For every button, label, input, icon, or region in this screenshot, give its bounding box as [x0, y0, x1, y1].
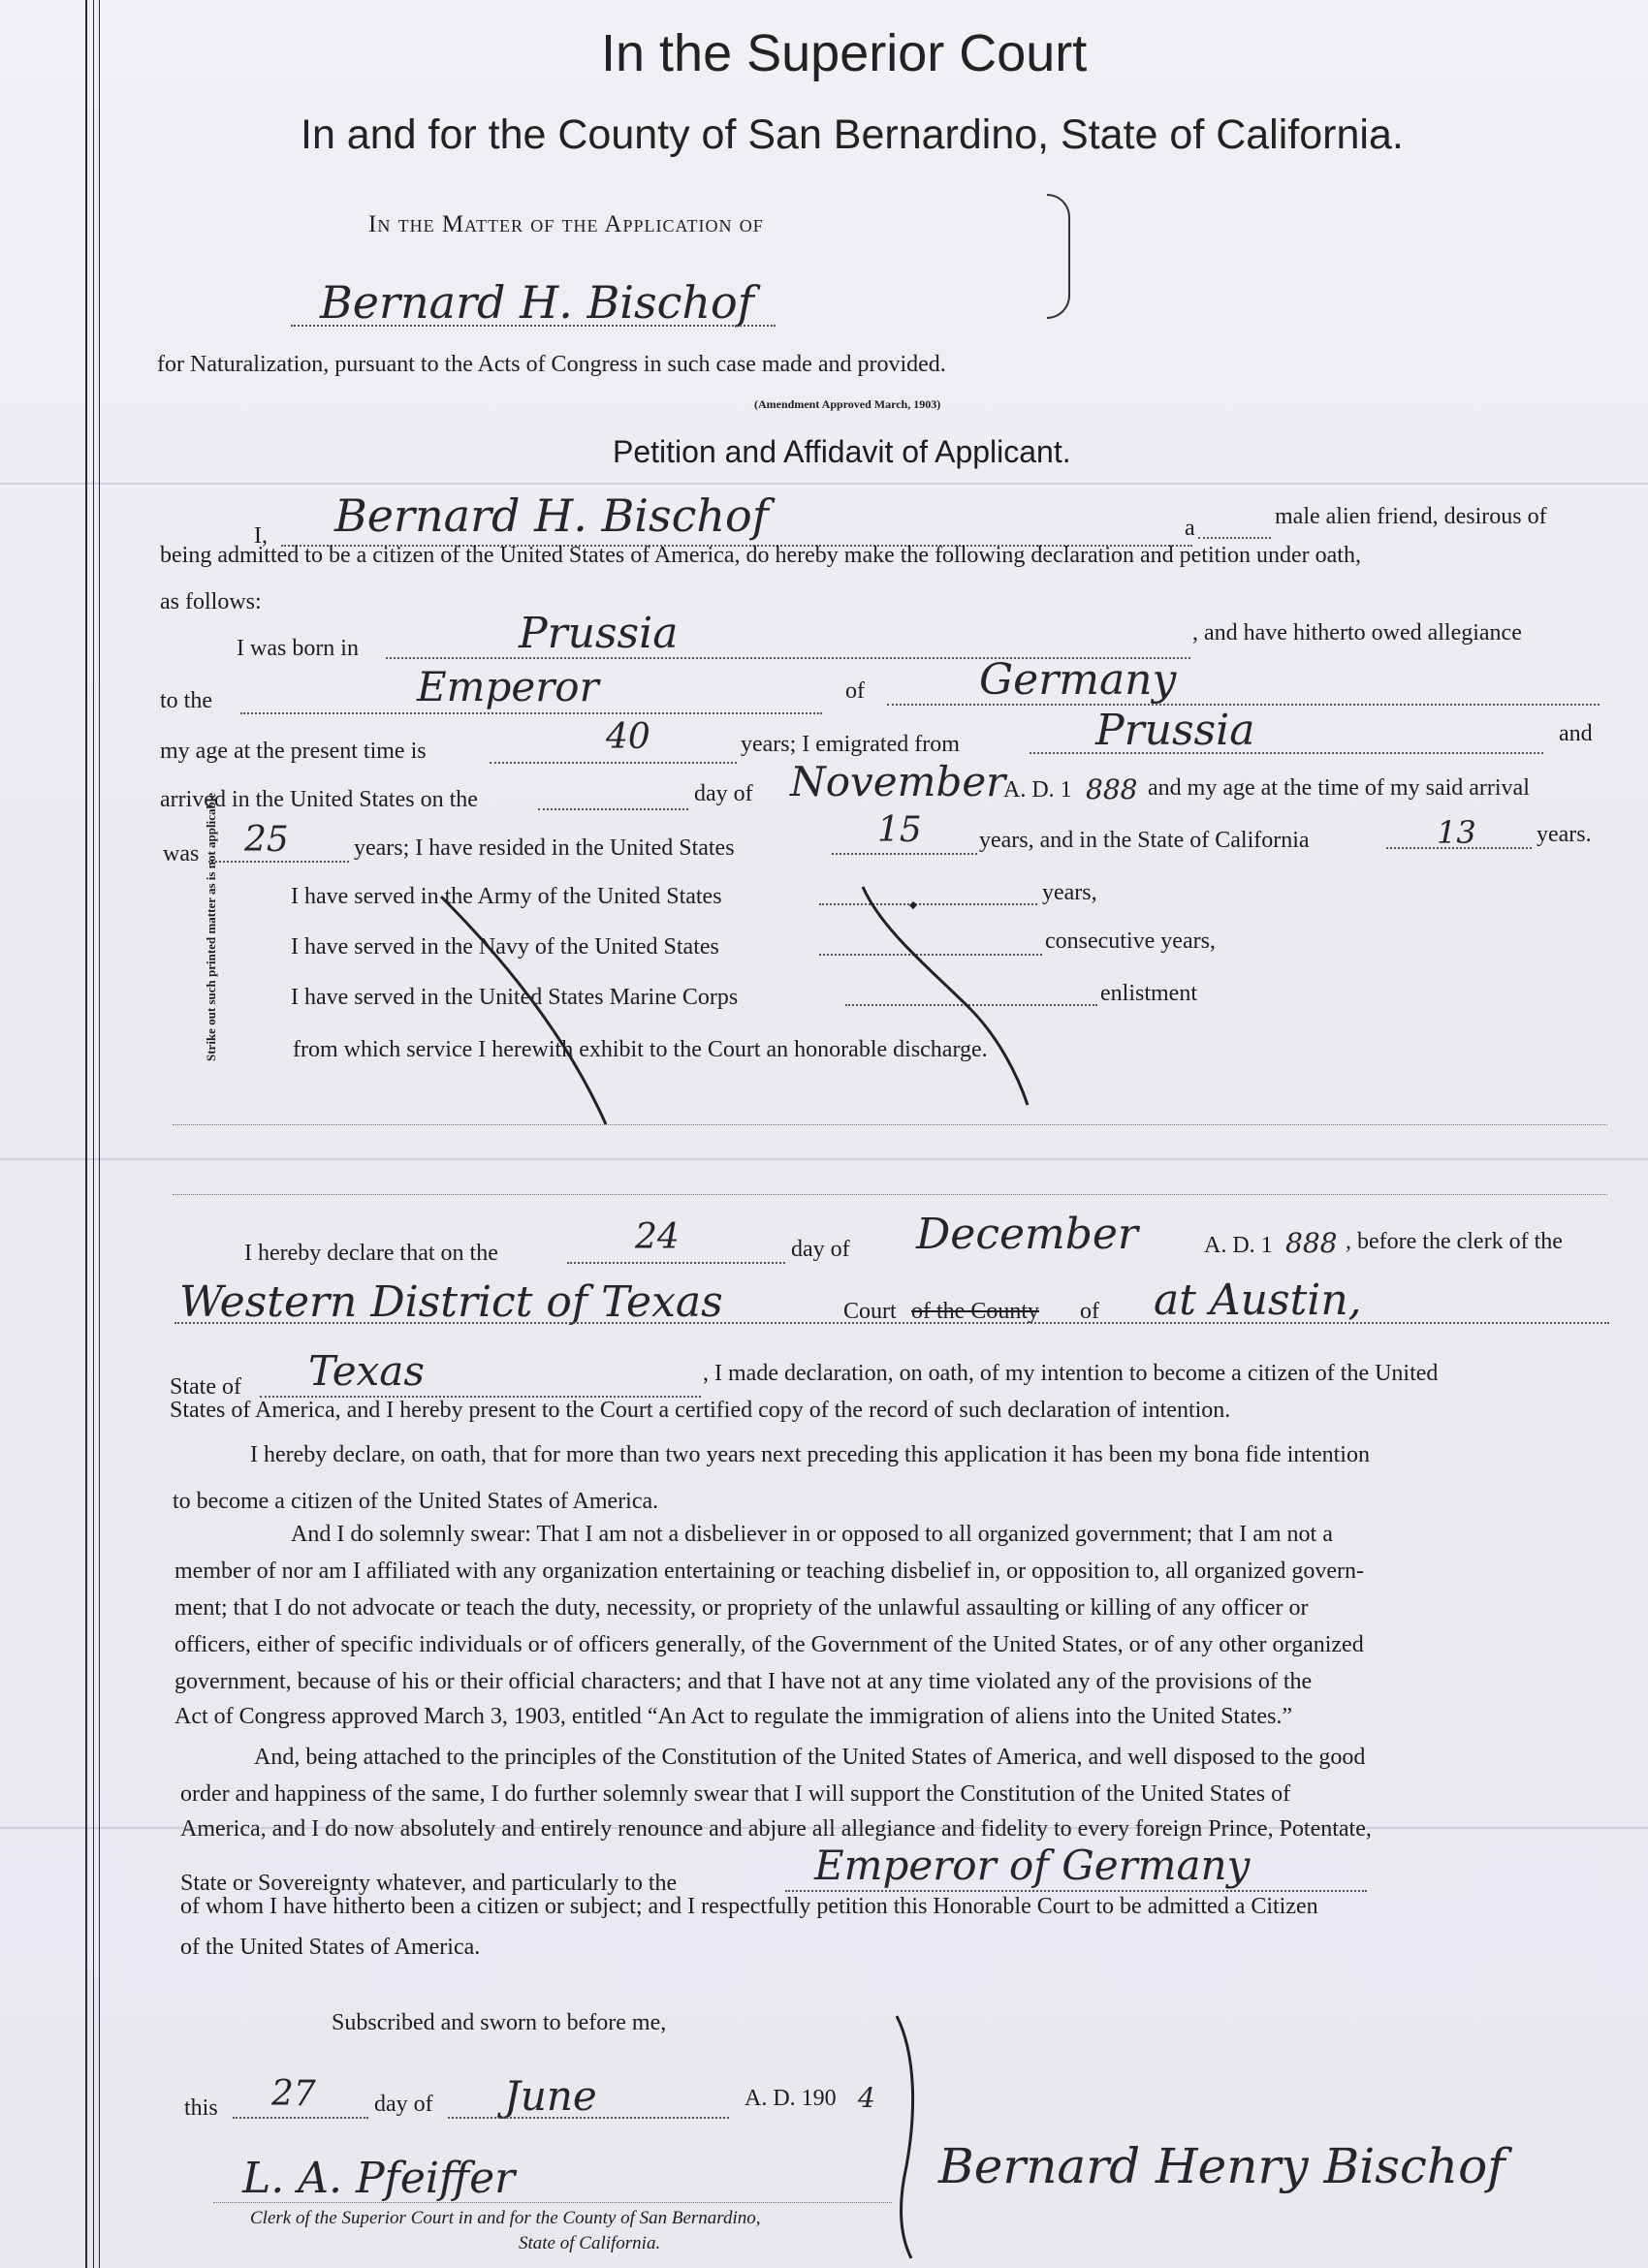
arrival-tail-text: and my age at the time of my said arrival	[1148, 775, 1530, 801]
alien-friend-text: male alien friend, desirous of	[1275, 504, 1547, 529]
day-of-label: day of	[694, 781, 753, 806]
petition-text: as follows:	[160, 589, 262, 614]
jurat-year-handwritten: 4	[858, 2082, 875, 2114]
oath-text: ment; that I do not advocate or teach the duty, necessity, or propriety of the unlawful assaulting or killing of any officer or	[174, 1595, 1309, 1621]
clerk-tail: , before the clerk of the	[1346, 1229, 1563, 1254]
declaration-month-handwritten: December	[916, 1210, 1138, 1259]
renounced-sovereign-handwritten: Emperor of Germany	[814, 1842, 1251, 1889]
ad-label: A. D. 1	[1204, 1233, 1273, 1258]
court-label: Court	[843, 1299, 897, 1324]
court-title: In the Superior Court	[601, 24, 1088, 82]
article-a: a	[1185, 516, 1195, 541]
marines-text: I have served in the United States Marine Corps	[291, 985, 739, 1010]
oath-text: officers, either of specific individuals or of officers generally, of the Government of the United States, or of any other organized	[174, 1632, 1364, 1657]
oath-text: member of nor am I affiliated with any organization entertaining or teaching disbelief in, or opposition to, all organized govern-	[174, 1559, 1364, 1584]
sovereign-title-handwritten: Emperor	[417, 663, 599, 710]
navy-end: consecutive years,	[1045, 929, 1216, 954]
jurat-month-handwritten: June	[504, 2072, 597, 2120]
petition-heading: Petition and Affidavit of Applicant.	[613, 434, 1071, 469]
declaration-year-handwritten: 888	[1285, 1227, 1338, 1259]
this-label: this	[184, 2095, 218, 2121]
oath-text: And I do solemnly swear: That I am not a disbeliever in or opposed to all organized government; that I am not a	[291, 1522, 1333, 1547]
army-text: I have served in the Army of the United States	[291, 884, 722, 909]
to-the-label: to the	[160, 688, 212, 713]
declaration-text: , I made declaration, on oath, of my intention to become a citizen of the United	[703, 1361, 1439, 1386]
arrival-year-handwritten: 888	[1086, 773, 1138, 805]
declaration-text: States of America, and I hereby present to the Court a certified copy of the record of such declaration of intention.	[170, 1398, 1231, 1423]
applicant-name-handwritten: Bernard H. Bischof	[320, 276, 754, 329]
allegiance-oath-text: order and happiness of the same, I do further solemnly swear that I will support the Constitution of the United States of	[180, 1781, 1291, 1807]
discharge-text: from which service I herewith exhibit to the Court an honorable discharge.	[293, 1037, 988, 1062]
i-label: I,	[254, 523, 268, 549]
county-subtitle: In and for the County of San Bernardino, State of California.	[301, 111, 1404, 158]
court-name-handwritten: Western District of Texas	[179, 1277, 723, 1327]
age-handwritten: 40	[606, 717, 650, 757]
and-label: and	[1559, 721, 1593, 746]
allegiance-oath-text: And, being attached to the principles of the Constitution of the United States of America, and well disposed to the good	[254, 1745, 1366, 1770]
clerk-title: State of California.	[519, 2233, 661, 2253]
us-years-handwritten: 15	[877, 810, 922, 850]
years-end: years.	[1537, 822, 1592, 847]
emigrated-label: years; I emigrated from	[741, 732, 960, 757]
intention-text: I hereby declare, on oath, that for more than two years next preceding this application it has been my bona fide intention	[250, 1442, 1370, 1467]
allegiance-oath-text: America, and I do now absolutely and entirely renounce and abjure all allegiance and fidelity to every foreign Prince, Potentate,	[180, 1816, 1372, 1842]
of-label: of	[845, 678, 865, 704]
birthplace-handwritten: Prussia	[519, 609, 679, 658]
arrived-label: arrived in the United States on the	[160, 787, 478, 812]
sidenote: Strike out such printed matter as is not applicable	[204, 792, 218, 1061]
sovereign-country-handwritten: Germany	[979, 655, 1177, 705]
oath-text: government, because of his or their official characters; and that I have not at any time violated any of the provisions of the	[174, 1669, 1313, 1694]
applicant-name-handwritten: Bernard H. Bischof	[334, 489, 769, 542]
age-label: my age at the present time is	[160, 739, 427, 764]
declaration-state-handwritten: Texas	[308, 1347, 425, 1395]
allegiance-oath-text: State or Sovereignty whatever, and particularly to the	[180, 1871, 678, 1896]
arrival-age-handwritten: 25	[244, 820, 289, 860]
state-of-label: State of	[170, 1374, 241, 1400]
ad-label: A. D. 190	[745, 2086, 837, 2111]
resided-label: years; I have resided in the United States	[354, 835, 735, 861]
marines-end: enlistment	[1100, 981, 1197, 1006]
matter-label: In the Matter of the Application of	[368, 211, 764, 237]
emigrated-from-handwritten: Prussia	[1095, 706, 1255, 755]
allegiance-text: , and have hitherto owed allegiance	[1192, 620, 1522, 646]
ad-label: A. D. 1	[1003, 777, 1072, 803]
declaration-day-handwritten: 24	[635, 1217, 680, 1257]
allegiance-oath-text: of the United States of America.	[180, 1935, 481, 1960]
day-of-label: day of	[791, 1237, 850, 1262]
amendment-note: (Amendment Approved March, 1903)	[754, 397, 941, 411]
army-end: years,	[1042, 880, 1097, 905]
naturalization-purpose: for Naturalization, pursuant to the Acts of Congress in such case made and provided.	[157, 352, 946, 377]
of-label: of	[1080, 1299, 1099, 1324]
clerk-signature: L. A. Pfeiffer	[242, 2154, 516, 2203]
struck-text: of the County	[911, 1299, 1039, 1324]
declaration-intro: I hereby declare that on the	[244, 1241, 498, 1266]
arrival-month-handwritten: November	[790, 758, 1006, 805]
oath-text: Act of Congress approved March 3, 1903, entitled “An Act to regulate the immigration of aliens into the United States.”	[174, 1704, 1293, 1729]
was-label: was	[163, 841, 200, 866]
allegiance-oath-text: of whom I have hitherto been a citizen or subject; and I respectfully petition this Honorable Court to be admitted a Citizen	[180, 1894, 1318, 1919]
ca-years-handwritten: 13	[1437, 814, 1476, 851]
subscribed-text: Subscribed and sworn to before me,	[332, 2010, 667, 2035]
court-place-handwritten: at Austin,	[1154, 1276, 1362, 1325]
navy-text: I have served in the Navy of the United States	[291, 934, 719, 960]
clerk-title: Clerk of the Superior Court in and for the County of San Bernardino,	[250, 2208, 761, 2228]
applicant-signature: Bernard Henry Bischof	[938, 2138, 1505, 2194]
intention-text: to become a citizen of the United States of America.	[173, 1489, 659, 1514]
petition-text: being admitted to be a citizen of the United States of America, do hereby make the following declaration and petition under oath,	[160, 543, 1361, 568]
state-years-label: years, and in the State of California	[979, 828, 1310, 853]
jurat-day-handwritten: 27	[271, 2074, 316, 2114]
born-label: I was born in	[237, 636, 359, 661]
day-of-label: day of	[374, 2092, 433, 2117]
